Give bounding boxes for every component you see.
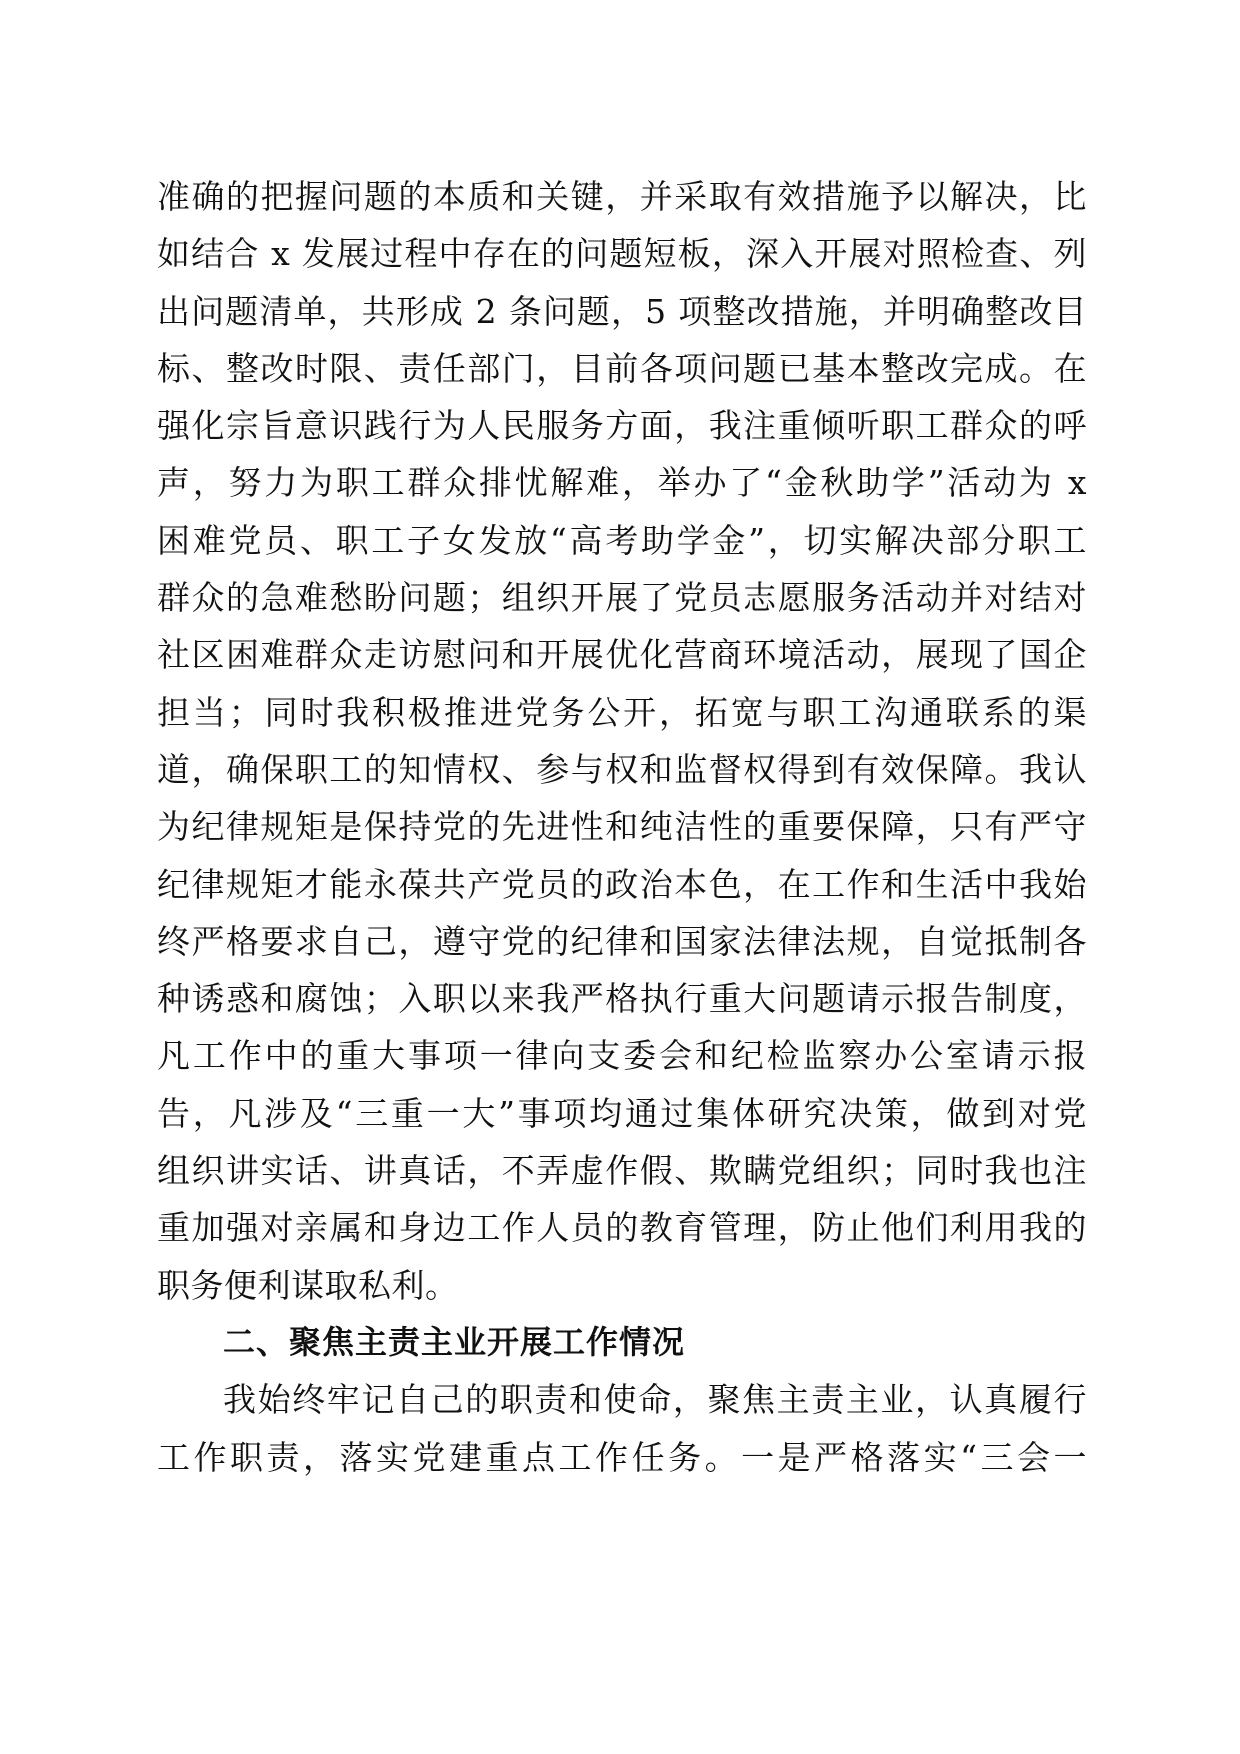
text-line: 我始终牢记自己的职责和使命，聚焦主责主业，认真履行 xyxy=(223,1380,1087,1420)
text-line: 纪律规矩才能永葆共产党员的政治本色，在工作和生活中我始 xyxy=(157,864,1087,904)
text-line: 种诱惑和腐蚀；入职以来我严格执行重大问题请示报告制度， xyxy=(157,979,1087,1019)
text-line: 凡工作中的重大事项一律向支委会和纪检监察办公室请示报 xyxy=(157,1036,1087,1076)
text-line: 出问题清单，共形成 2 条问题，5 项整改措施，并明确整改目 xyxy=(157,291,1087,331)
text-line: 组织讲实话、讲真话，不弄虚作假、欺瞒党组织；同时我也注 xyxy=(157,1151,1087,1191)
text-line: 标、整改时限、责任部门，目前各项问题已基本整改完成。在 xyxy=(157,348,1087,388)
text-line: 为纪律规矩是保持党的先进性和纯洁性的重要保障，只有严守 xyxy=(157,807,1087,847)
text-line: 工作职责，落实党建重点工作任务。一是严格落实“三会一 xyxy=(157,1437,1087,1477)
text-line: 职务便利谋取私利。 xyxy=(157,1265,459,1305)
text-line: 终严格要求自己，遵守党的纪律和国家法律法规，自觉抵制各 xyxy=(157,921,1087,961)
section-heading: 二、聚焦主责主业开展工作情况 xyxy=(223,1322,686,1361)
document-body xyxy=(157,168,1087,1486)
paragraph-2 xyxy=(157,1371,1087,1486)
text-line: 声，努力为职工群众排忧解难，举办了“金秋助学”活动为 x xyxy=(157,463,1087,503)
text-line: 强化宗旨意识践行为人民服务方面，我注重倾听职工群众的呼 xyxy=(157,406,1087,446)
text-line: 社区困难群众走访慰问和开展优化营商环境活动，展现了国企 xyxy=(157,635,1087,675)
text-line: 重加强对亲属和身边工作人员的教育管理，防止他们利用我的 xyxy=(157,1208,1087,1248)
text-line: 告，凡涉及“三重一大”事项均通过集体研究决策，做到对党 xyxy=(157,1093,1087,1133)
text-line: 担当；同时我积极推进党务公开，拓宽与职工沟通联系的渠 xyxy=(157,692,1087,732)
text-line: 群众的急难愁盼问题；组织开展了党员志愿服务活动并对结对 xyxy=(157,578,1087,618)
text-line: 困难党员、职工子女发放“高考助学金”，切实解决部分职工 xyxy=(157,520,1087,560)
text-line: 道，确保职工的知情权、参与权和监督权得到有效保障。我认 xyxy=(157,749,1087,789)
text-line: 准确的把握问题的本质和关键，并采取有效措施予以解决，比 xyxy=(157,177,1087,216)
paragraph-1 xyxy=(157,168,1087,1314)
text-line: 如结合 x 发展过程中存在的问题短板，深入开展对照检查、列 xyxy=(157,234,1087,274)
